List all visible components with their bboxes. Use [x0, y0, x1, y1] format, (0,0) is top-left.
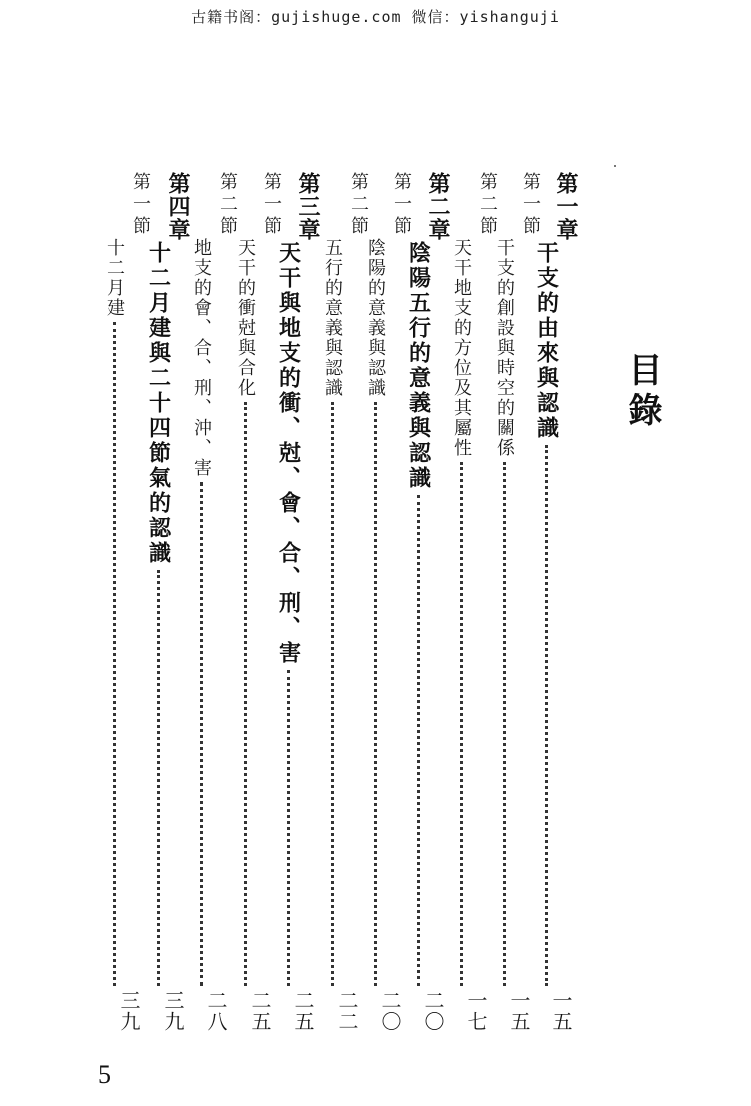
toc-title: 天干與地支的衝、尅、會、合、刑、害: [275, 241, 301, 666]
dot-leader: [157, 570, 160, 986]
toc-chapter-1[interactable]: [528, 172, 578, 1032]
toc-page: 二二: [335, 990, 359, 1032]
dot-leader: [113, 322, 116, 986]
watermark-header: 古籍书阁：gujishuge.com 微信：yishanguji: [191, 8, 560, 26]
toc-label: 第二章: [425, 172, 450, 241]
toc-page: 二〇: [421, 990, 445, 1032]
toc-section-2-2[interactable]: [314, 172, 369, 1032]
toc-title: 地支的會、合、刑、沖、害: [191, 238, 212, 478]
toc-page: 二五: [291, 990, 315, 1032]
dot-leader: [331, 402, 334, 986]
toc-label: 第一章: [553, 172, 578, 241]
toc-section-1-1[interactable]: [486, 172, 541, 1032]
toc-page: 一五: [507, 990, 531, 1032]
toc-section-2-1[interactable]: [357, 172, 412, 1032]
toc-page: 一五: [549, 990, 573, 1032]
toc-label: 第一節: [520, 172, 541, 238]
toc-page: 二八: [204, 990, 228, 1032]
dot-leader: [374, 402, 377, 986]
dot-leader: [460, 462, 463, 986]
toc-label: 第二節: [217, 172, 238, 238]
toc-page: 二〇: [378, 990, 402, 1032]
toc-section-4-1[interactable]: [96, 172, 151, 1032]
toc-label: 第一節: [261, 172, 282, 238]
dot-leader: [503, 462, 506, 986]
dot-leader: [200, 482, 203, 986]
scan-speck: [614, 165, 616, 167]
toc-section-3-1[interactable]: [227, 172, 282, 1032]
toc-title: 陰陽五行的意義與認識: [405, 241, 431, 491]
toc-title: 十二月建與二十四節氣的認識: [145, 241, 171, 566]
toc-page: 一七: [464, 990, 488, 1032]
toc-chapter-4[interactable]: [140, 172, 190, 1032]
dot-leader: [244, 402, 247, 986]
toc-title: 陰陽的意義與認識: [365, 238, 386, 398]
dot-leader: [287, 670, 290, 986]
dot-leader: [417, 495, 420, 986]
toc-page: 三九: [117, 990, 141, 1032]
toc-page: 二五: [248, 990, 272, 1032]
toc-label: 第一節: [130, 172, 151, 238]
toc-label: 第四章: [165, 172, 190, 241]
toc-section-3-2[interactable]: [183, 172, 238, 1032]
toc-label: 第二節: [348, 172, 369, 238]
toc-section-1-2[interactable]: [443, 172, 498, 1032]
toc-label: 第一節: [391, 172, 412, 238]
toc-title: 天干的衝尅與合化: [235, 238, 256, 398]
toc-label: 第二節: [477, 172, 498, 238]
page-title: 目錄: [622, 352, 662, 432]
toc-title: 干支的由來與認識: [533, 241, 559, 441]
toc-label: 第三章: [295, 172, 320, 241]
toc-chapter-2[interactable]: [400, 172, 450, 1032]
dot-leader: [545, 445, 548, 986]
toc-title: 五行的意義與認識: [322, 238, 343, 398]
page-number: 5: [98, 1060, 111, 1089]
toc-title: 十二月建: [104, 238, 125, 318]
toc-page: 三九: [161, 990, 185, 1032]
toc-title: 天干地支的方位及其屬性: [451, 238, 472, 458]
toc-chapter-3[interactable]: [270, 172, 320, 1032]
toc-title: 干支的創設與時空的關係: [494, 238, 515, 458]
